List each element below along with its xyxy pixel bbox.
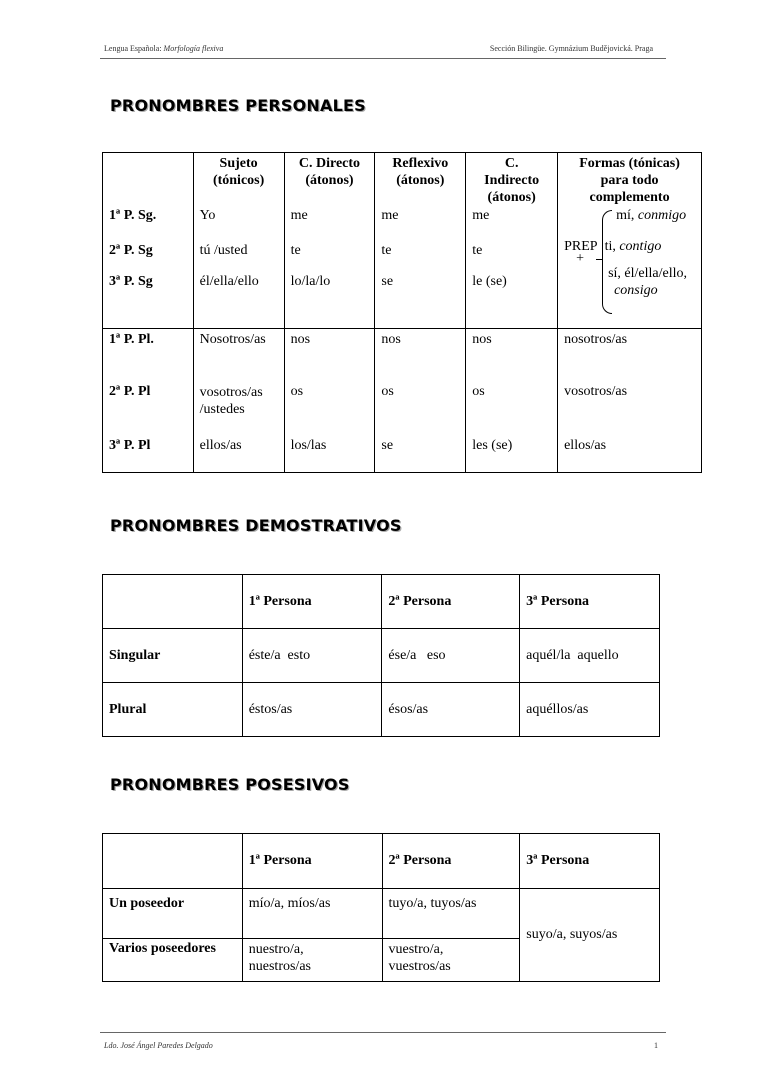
footer-divider: [100, 1032, 666, 1033]
demostrativos-header-row: [103, 575, 660, 629]
posesivos-un-p2: tuyo/a, tuyos/as: [382, 889, 520, 939]
plural-1-label: 1ª P. Pl.: [103, 329, 194, 385]
plural-2-sujeto: vosotros/as /ustedes: [193, 384, 284, 438]
demostrativos-table: [102, 574, 660, 737]
posesivos-title: PRONOMBRES POSESIVOS: [110, 775, 350, 794]
formas-tonicas-cell: [558, 206, 702, 329]
header-indirecto: C. Indirecto (átonos): [466, 153, 558, 207]
posesivos-table: [102, 833, 660, 982]
demostrativos-singular-row: [103, 629, 660, 683]
plural-3-label: 3ª P. Pl: [103, 438, 194, 473]
formas-ti: PREP ti, contigo: [564, 239, 662, 254]
header-empty-cell: [103, 153, 194, 207]
brace-point: [596, 259, 603, 260]
posesivos-un-poseedor-row: [103, 889, 660, 939]
demostrativos-singular-p2: ése/a eso: [382, 629, 520, 683]
header-subject: Lengua Española:: [104, 44, 164, 53]
plural-1-formas: nosotros/as: [558, 329, 702, 385]
singular-directo: me te lo/la/lo: [284, 206, 375, 329]
brace-bracket: [602, 210, 612, 314]
demostrativos-plural-row: [103, 683, 660, 737]
plural-3-directo: los/las: [284, 438, 375, 473]
formas-mi: mí, conmigo: [616, 208, 687, 223]
page-header-right: Sección Bilingüe. Gymnázium Budějovická. Praga: [489, 44, 653, 53]
personales-table: [102, 152, 702, 473]
plural-row-2: [103, 384, 702, 438]
singular-indirecto: me te le (se): [466, 206, 558, 329]
plural-3-sujeto: ellos/as: [193, 438, 284, 473]
posesivos-header-p2: 2ª Persona: [382, 834, 520, 889]
demostrativos-header-p1: 1ª Persona: [242, 575, 382, 629]
posesivos-varios-label: Varios poseedores: [103, 939, 243, 982]
demostrativos-singular-label: Singular: [103, 629, 243, 683]
plural-3-formas: ellos/as: [558, 438, 702, 473]
plural-2-directo: os: [284, 384, 375, 438]
posesivos-header-p1: 1ª Persona: [242, 834, 382, 889]
demostrativos-title: PRONOMBRES DEMOSTRATIVOS: [110, 516, 402, 535]
posesivos-p3-shared: suyo/a, suyos/as: [520, 889, 660, 982]
demostrativos-plural-p2: ésos/as: [382, 683, 520, 737]
formas-si: sí, él/ella/ello,: [608, 266, 688, 281]
demostrativos-plural-p1: éstos/as: [242, 683, 382, 737]
plural-2-formas: vosotros/as: [558, 384, 702, 438]
singular-reflexivo: me te se: [375, 206, 466, 329]
plural-row-1: [103, 329, 702, 385]
demostrativos-header-p3: 3ª Persona: [520, 575, 660, 629]
header-directo: C. Directo (átonos): [284, 153, 375, 207]
plural-1-indirecto: nos: [466, 329, 558, 385]
formas-plus: +: [576, 251, 584, 266]
header-formas: Formas (tónicas) para todo complemento: [558, 153, 702, 207]
singular-labels: 1ª P. Sg. 2ª P. Sg 3ª P. Sg: [103, 206, 194, 329]
page-number: 1: [654, 1041, 658, 1050]
plural-row-3: [103, 438, 702, 473]
posesivos-varios-p1: nuestro/a, nuestros/as: [242, 939, 382, 982]
plural-1-sujeto: Nosotros/as: [193, 329, 284, 385]
header-reflexivo: Reflexivo (átonos): [375, 153, 466, 207]
demostrativos-header-p2: 2ª Persona: [382, 575, 520, 629]
demostrativos-plural-label: Plural: [103, 683, 243, 737]
posesivos-empty-cell: [103, 834, 243, 889]
footer-author: Ldo. José Ángel Paredes Delgado: [104, 1041, 213, 1050]
demostrativos-plural-p3: aquéllos/as: [520, 683, 660, 737]
posesivos-varios-p2: vuestro/a, vuestros/as: [382, 939, 520, 982]
plural-2-indirecto: os: [466, 384, 558, 438]
plural-2-label: 2ª P. Pl: [103, 384, 194, 438]
personales-title: PRONOMBRES PERSONALES: [110, 96, 366, 115]
header-divider: [100, 58, 666, 59]
posesivos-un-label: Un poseedor: [103, 889, 243, 939]
personales-header-row: [103, 153, 702, 207]
personales-singular-row: [103, 206, 702, 329]
formas-consigo: consigo: [614, 283, 658, 298]
posesivos-un-p1: mío/a, míos/as: [242, 889, 382, 939]
demostrativos-singular-p1: éste/a esto: [242, 629, 382, 683]
demostrativos-empty-cell: [103, 575, 243, 629]
posesivos-header-row: [103, 834, 660, 889]
posesivos-header-p3: 3ª Persona: [520, 834, 660, 889]
plural-3-indirecto: les (se): [466, 438, 558, 473]
header-topic: Morfología flexiva: [163, 44, 224, 53]
plural-1-reflexivo: nos: [375, 329, 466, 385]
singular-sujeto: Yo tú /usted él/ella/ello: [193, 206, 284, 329]
plural-1-directo: nos: [284, 329, 375, 385]
header-sujeto: Sujeto (tónicos): [193, 153, 284, 207]
plural-3-reflexivo: se: [375, 438, 466, 473]
plural-2-reflexivo: os: [375, 384, 466, 438]
page-header-left: [104, 44, 223, 53]
demostrativos-singular-p3: aquél/la aquello: [520, 629, 660, 683]
